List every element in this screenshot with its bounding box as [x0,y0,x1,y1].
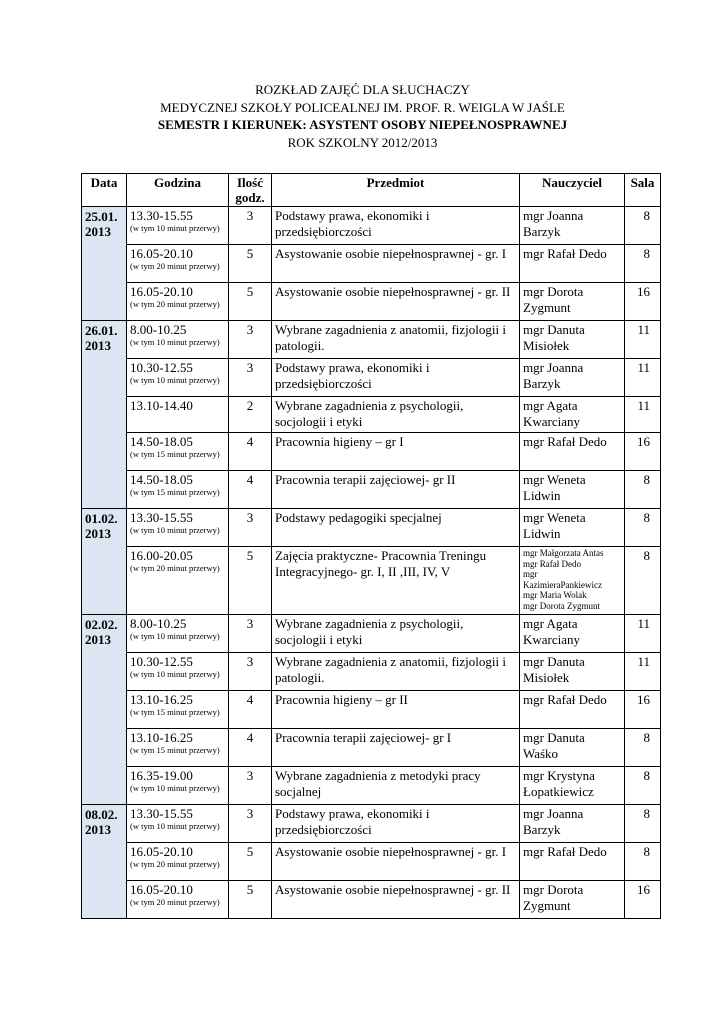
time-range: 13.10-16.25 [130,730,193,745]
date-day: 26.01. [85,323,118,338]
hours-cell: 4 [229,433,272,471]
hours-cell: 3 [229,207,272,245]
room-cell: 11 [625,653,661,691]
table-row [82,509,661,547]
hours-cell: 4 [229,729,272,767]
document-header [0,81,725,151]
break-note: (w tym 20 minut przerwy) [130,261,220,271]
break-note: (w tym 10 minut przerwy) [130,525,220,535]
time-cell [127,397,229,433]
date-year: 2013 [85,526,111,541]
time-cell [127,433,229,471]
date-cell [82,207,127,321]
hours-cell: 3 [229,615,272,653]
table-row [82,359,661,397]
break-note: (w tym 15 minut przerwy) [130,449,220,459]
teacher-cell [520,547,625,615]
teacher-cell [520,207,625,245]
col-header-hours [229,174,272,207]
subject-cell: Asystowanie osobie niepełnosprawnej - gr. II [272,283,520,321]
teacher-name: mgr Małgorzata Antas [523,548,604,558]
break-note: (w tym 10 minut przerwy) [130,631,220,641]
table-row [82,547,661,615]
room-cell: 8 [625,547,661,615]
col-header-teacher: Nauczyciel [520,174,625,207]
teacher-cell [520,767,625,805]
room-cell: 16 [625,691,661,729]
time-range: 14.50-18.05 [130,434,193,449]
date-year: 2013 [85,224,111,239]
teacher-name: mgr Dorota Zygmunt [523,882,584,913]
table-row [82,471,661,509]
subject-cell: Asystowanie osobie niepełnosprawnej - gr. II [272,881,520,919]
teacher-cell [520,615,625,653]
table-row [82,397,661,433]
teacher-cell [520,397,625,433]
teacher-name: mgr [523,569,538,579]
schedule-body [82,207,661,919]
hours-cell: 5 [229,245,272,283]
date-day: 25.01. [85,209,118,224]
room-cell: 11 [625,321,661,359]
teacher-name: mgr Danuta Misiołek [523,322,585,353]
break-note: (w tym 10 minut przerwy) [130,337,220,347]
col-header-time: Godzina [127,174,229,207]
teacher-name: mgr Agata Kwarciany [523,398,581,429]
hours-cell: 5 [229,547,272,615]
table-row [82,321,661,359]
date-day: 01.02. [85,511,118,526]
table-row [82,843,661,881]
time-cell [127,509,229,547]
hours-cell: 3 [229,805,272,843]
teacher-cell [520,471,625,509]
time-range: 10.30-12.55 [130,654,193,669]
col-header-room: Sala [625,174,661,207]
date-cell [82,615,127,805]
break-note: (w tym 10 minut przerwy) [130,783,220,793]
table-row [82,729,661,767]
teacher-cell [520,729,625,767]
time-cell [127,207,229,245]
time-range: 14.50-18.05 [130,472,193,487]
subject-cell: Pracownia terapii zajęciowej- gr II [272,471,520,509]
room-cell: 16 [625,283,661,321]
room-cell: 8 [625,245,661,283]
subject-cell: Wybrane zagadnienia z anatomii, fizjologii i patologii. [272,321,520,359]
date-cell [82,321,127,509]
subject-cell: Wybrane zagadnienia z anatomii, fizjologii i patologii. [272,653,520,691]
subject-cell: Podstawy prawa, ekonomiki i przedsiębiorczości [272,207,520,245]
time-cell [127,245,229,283]
table-row [82,245,661,283]
teacher-name: mgr Rafał Dedo [523,246,607,261]
subject-cell: Pracownia higieny – gr I [272,433,520,471]
teacher-name: mgr Rafał Dedo [523,844,607,859]
col-header-subject: Przedmiot [272,174,520,207]
subject-cell: Asystowanie osobie niepełnosprawnej - gr. I [272,245,520,283]
teacher-name: mgr Dorota Zygmunt [523,284,584,315]
teacher-cell [520,283,625,321]
room-cell: 8 [625,843,661,881]
subject-cell: Podstawy pedagogiki specjalnej [272,509,520,547]
break-note: (w tym 20 minut przerwy) [130,299,220,309]
time-cell [127,691,229,729]
break-note: (w tym 15 minut przerwy) [130,707,220,717]
table-row [82,653,661,691]
date-day: 08.02. [85,807,118,822]
teacher-cell [520,433,625,471]
room-cell: 8 [625,509,661,547]
teacher-name: mgr Joanna Barzyk [523,208,584,239]
table-row [82,805,661,843]
teacher-name: mgr Weneta Lidwin [523,472,586,503]
time-range: 16.05-20.10 [130,844,193,859]
time-cell [127,767,229,805]
room-cell: 11 [625,359,661,397]
table-row [82,615,661,653]
room-cell: 11 [625,397,661,433]
time-cell [127,547,229,615]
time-range: 8.00-10.25 [130,322,187,337]
hours-cell: 2 [229,397,272,433]
hours-cell: 3 [229,359,272,397]
teacher-cell [520,881,625,919]
header-year: ROK SZKOLNY 2012/2013 [287,134,438,150]
break-note: (w tym 10 minut przerwy) [130,669,220,679]
table-row [82,691,661,729]
col-header-hours-line1: Ilość [237,175,263,190]
date-cell [82,805,127,919]
time-range: 13.30-15.55 [130,806,193,821]
subject-cell: Pracownia terapii zajęciowej- gr I [272,729,520,767]
teacher-cell [520,321,625,359]
room-cell: 8 [625,207,661,245]
table-row [82,207,661,245]
time-cell [127,805,229,843]
time-range: 16.05-20.10 [130,284,193,299]
table-row [82,767,661,805]
break-note: (w tym 15 minut przerwy) [130,487,220,497]
time-cell [127,283,229,321]
hours-cell: 3 [229,509,272,547]
table-row [82,433,661,471]
hours-cell: 5 [229,881,272,919]
teacher-name: mgr Danuta Waśko [523,730,585,761]
time-cell [127,471,229,509]
teacher-cell [520,691,625,729]
date-year: 2013 [85,338,111,353]
hours-cell: 5 [229,843,272,881]
time-range: 13.10-14.40 [130,398,193,413]
time-cell [127,843,229,881]
teacher-cell [520,843,625,881]
room-cell: 16 [625,433,661,471]
time-range: 13.30-15.55 [130,208,193,223]
hours-cell: 3 [229,653,272,691]
teacher-name: mgr Agata Kwarciany [523,616,581,647]
teacher-name: mgr Rafał Dedo [523,434,607,449]
header-semester: SEMESTR I KIERUNEK: ASYSTENT OSOBY NIEPEŁNOSPRAWNEJ [157,117,568,132]
room-cell: 8 [625,471,661,509]
subject-cell: Pracownia higieny – gr II [272,691,520,729]
table-row [82,283,661,321]
time-cell [127,615,229,653]
time-range: 13.30-15.55 [130,510,193,525]
date-year: 2013 [85,632,111,647]
time-cell [127,359,229,397]
teacher-name: mgr Danuta Misiołek [523,654,585,685]
date-year: 2013 [85,822,111,837]
table-header-row [82,174,661,207]
teacher-cell [520,359,625,397]
subject-cell: Wybrane zagadnienia z metodyki pracy socjalnej [272,767,520,805]
subject-cell: Zajęcia praktyczne- Pracownia Treningu Integracyjnego- gr. I, II ,III, IV, V [272,547,520,615]
teacher-name: mgr Rafał Dedo [523,692,607,707]
time-cell [127,881,229,919]
break-note: (w tym 10 minut przerwy) [130,375,220,385]
room-cell: 11 [625,615,661,653]
teacher-name: mgr Joanna Barzyk [523,806,584,837]
date-cell [82,509,127,615]
teacher-name: mgr Weneta Lidwin [523,510,586,541]
hours-cell: 3 [229,321,272,359]
subject-cell: Wybrane zagadnienia z psychologii, socjologii i etyki [272,397,520,433]
teacher-cell [520,653,625,691]
time-range: 8.00-10.25 [130,616,187,631]
hours-cell: 4 [229,691,272,729]
teacher-cell [520,509,625,547]
col-header-date: Data [82,174,127,207]
teacher-name: mgr Joanna Barzyk [523,360,584,391]
hours-cell: 5 [229,283,272,321]
teacher-name: mgr Maria Wolak [523,590,587,600]
hours-cell: 4 [229,471,272,509]
header-school: MEDYCZNEJ SZKOŁY POLICEALNEJ IM. PROF. R. WEIGLA W JAŚLE [160,99,565,115]
break-note: (w tym 10 minut przerwy) [130,821,220,831]
teacher-name: mgr Rafał Dedo [523,558,581,569]
time-range: 10.30-12.55 [130,360,193,375]
teacher-cell [520,245,625,283]
col-header-hours-line2: godz. [235,190,265,205]
header-title: ROZKŁAD ZAJĘĆ DLA SŁUCHACZY [255,82,470,97]
time-range: 16.05-20.10 [130,882,193,897]
room-cell: 8 [625,767,661,805]
date-day: 02.02. [85,617,118,632]
teacher-name: mgr Krystyna Łopatkiewicz [523,768,595,799]
time-cell [127,653,229,691]
time-range: 13.10-16.25 [130,692,193,707]
room-cell: 8 [625,805,661,843]
break-note: (w tym 15 minut przerwy) [130,745,220,755]
subject-cell: Wybrane zagadnienia z psychologii, socjologii i etyki [272,615,520,653]
teacher-name: KazimieraPankiewicz [523,579,602,590]
room-cell: 8 [625,729,661,767]
time-range: 16.05-20.10 [130,246,193,261]
schedule-table [81,173,661,919]
subject-cell: Podstawy prawa, ekonomiki i przedsiębiorczości [272,359,520,397]
break-note: (w tym 20 minut przerwy) [130,859,220,869]
time-cell [127,729,229,767]
subject-cell: Asystowanie osobie niepełnosprawnej - gr. I [272,843,520,881]
time-range: 16.00-20.05 [130,548,193,563]
table-row [82,881,661,919]
teacher-cell [520,805,625,843]
break-note: (w tym 20 minut przerwy) [130,897,220,907]
break-note: (w tym 10 minut przerwy) [130,223,220,233]
room-cell: 16 [625,881,661,919]
hours-cell: 3 [229,767,272,805]
teacher-name: mgr Dorota Zygmunt [523,600,600,611]
break-note: (w tym 20 minut przerwy) [130,563,220,573]
time-cell [127,321,229,359]
time-range: 16.35-19.00 [130,768,193,783]
subject-cell: Podstawy prawa, ekonomiki i przedsiębiorczości [272,805,520,843]
